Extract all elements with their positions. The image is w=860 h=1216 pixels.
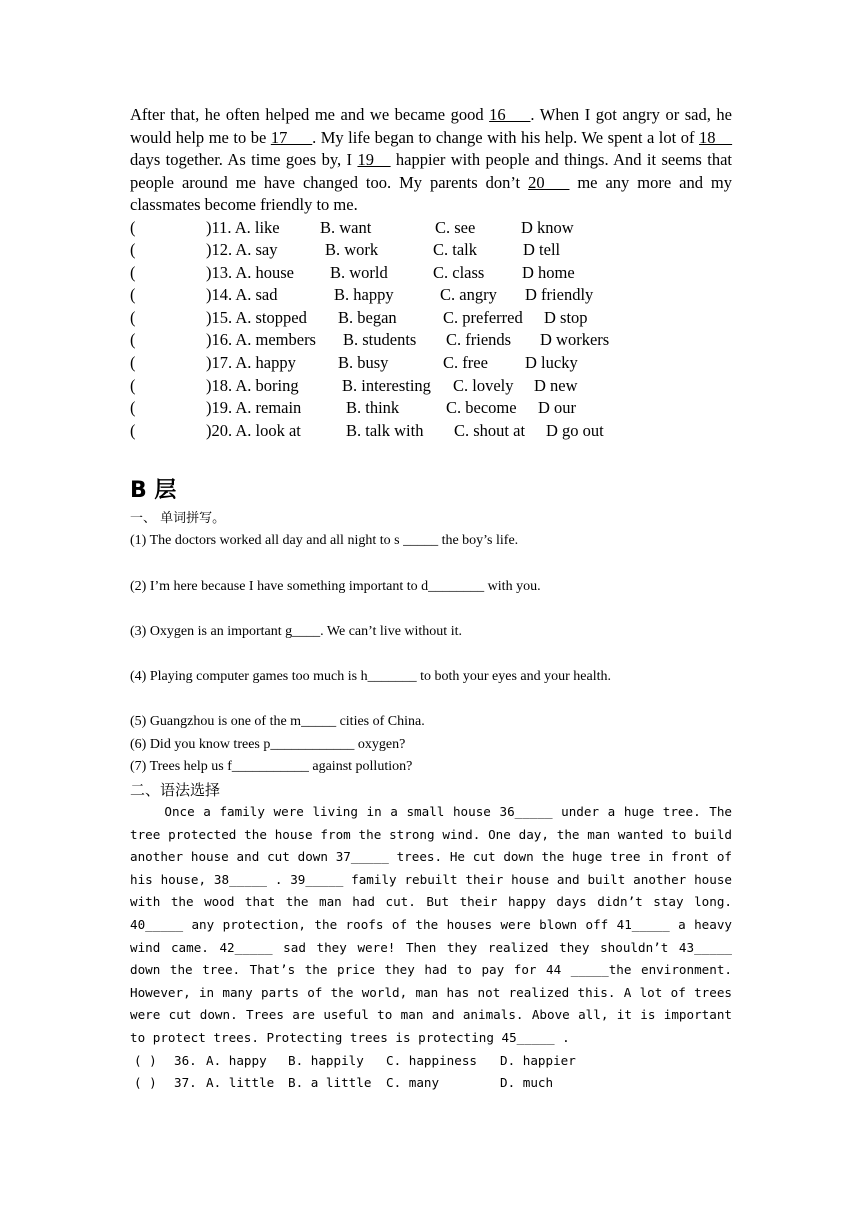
blank-18: 18__	[699, 127, 732, 147]
option-b: B. interesting	[342, 375, 431, 395]
option-row-37	[130, 1072, 732, 1095]
answer-bracket: ( )	[134, 1075, 157, 1091]
spacer	[130, 442, 732, 476]
question-number: 37.	[174, 1075, 197, 1091]
passage-text: me any more and my classmates become friendly to me.	[130, 172, 732, 214]
option-d: D new	[534, 375, 578, 395]
option-c: C. happiness	[386, 1052, 477, 1068]
passage-text: . When I got angry or sad, he would help me to be	[130, 105, 732, 147]
option-row-16	[130, 329, 732, 352]
option-d: D stop	[544, 307, 588, 327]
passage-text: . My life began to change with his help. We spent a lot of	[312, 127, 699, 147]
option-b: B. busy	[338, 353, 389, 373]
option-d: D home	[522, 262, 575, 282]
option-b: B. students	[343, 330, 417, 350]
option-b: B. world	[330, 262, 388, 282]
option-d: D. much	[500, 1075, 554, 1091]
option-row-36	[130, 1050, 732, 1073]
option-c: C. friends	[446, 330, 512, 350]
option-b: B. happy	[334, 285, 394, 305]
question-number: 36.	[174, 1052, 197, 1068]
spelling-item-4: (4) Playing computer games too much is h_______ to both your eyes and your health.	[130, 669, 611, 684]
spelling-item-7: (7) Trees help us f___________ against pollution?	[130, 759, 413, 775]
option-c: C. talk	[433, 240, 477, 260]
option-a: )18. A. boring	[206, 375, 299, 395]
option-row-18	[130, 375, 732, 398]
option-c: C. angry	[440, 285, 497, 305]
blank-17: 17___	[270, 127, 313, 147]
option-d: D lucky	[525, 353, 578, 373]
blank-16: 16___	[489, 105, 531, 124]
answer-bracket: (	[130, 375, 136, 395]
option-c: C. become	[446, 398, 517, 418]
option-a: )20. A. look at	[206, 420, 301, 440]
answer-bracket: (	[130, 420, 136, 440]
option-b: B. talk with	[346, 420, 424, 440]
answer-bracket: (	[130, 398, 136, 418]
option-d: D tell	[523, 240, 561, 260]
options-list-a	[130, 217, 732, 443]
option-c: C. shout at	[454, 420, 526, 440]
option-a: )14. A. sad	[206, 285, 278, 305]
option-d: D workers	[540, 330, 610, 350]
answer-bracket: (	[130, 307, 136, 327]
option-row-12	[130, 239, 732, 262]
blank-19: 19__	[357, 150, 391, 169]
option-b: B. happily	[288, 1052, 364, 1068]
option-d: D go out	[546, 420, 604, 440]
options-list-b	[130, 1050, 732, 1095]
option-a: )19. A. remain	[206, 398, 302, 418]
spelling-item-6: (6) Did you know trees p____________ oxygen?	[130, 736, 406, 752]
option-row-17	[130, 352, 732, 375]
answer-bracket: (	[130, 285, 136, 305]
answer-bracket: (	[130, 240, 136, 260]
part1-title: 一、 单词拼写。	[130, 511, 226, 527]
option-b: B. a little	[288, 1075, 372, 1091]
option-c: C. preferred	[443, 307, 523, 327]
option-d: D know	[521, 217, 574, 237]
option-a: )11. A. like	[206, 217, 280, 237]
answer-bracket: (	[130, 262, 136, 282]
option-c: C. lovely	[453, 375, 514, 395]
option-c: C. free	[443, 353, 488, 373]
option-row-19	[130, 397, 732, 420]
passage-text: After that, he often helped me and we became good	[130, 105, 490, 124]
option-d: D our	[538, 398, 577, 418]
option-row-15	[130, 307, 732, 330]
spelling-item-2: (2) I’m here because I have something important to d________ with you.	[130, 578, 541, 594]
option-a: )13. A. house	[206, 262, 294, 282]
option-row-13	[130, 262, 732, 285]
option-b: B. began	[338, 307, 397, 327]
option-c: C. many	[386, 1075, 440, 1091]
option-a: )17. A. happy	[206, 353, 296, 373]
spelling-item-1: (1) The doctors worked all day and all night to s _____ the boy’s life.	[130, 533, 519, 549]
answer-bracket: (	[130, 330, 136, 350]
option-a: )16. A. members	[206, 330, 316, 350]
option-a: A. little	[206, 1075, 275, 1091]
section-b-heading: B 层	[130, 478, 177, 504]
option-b: B. work	[325, 240, 379, 260]
option-row-14	[130, 284, 732, 307]
answer-bracket: ( )	[134, 1052, 157, 1068]
answer-bracket: (	[130, 353, 136, 373]
option-a: )15. A. stopped	[206, 307, 307, 327]
option-d: D. happier	[500, 1052, 576, 1068]
document-page	[130, 104, 732, 1095]
option-c: C. class	[433, 262, 485, 282]
option-c: C. see	[435, 217, 476, 237]
passage-text: happier with people and things. And it seems that people around me have changed too. My parents don’t	[130, 150, 732, 192]
option-b: B. want	[320, 217, 372, 237]
spelling-list	[130, 530, 732, 779]
part2-title: 二、语法选择	[130, 780, 221, 799]
option-row-11	[130, 217, 732, 240]
option-b: B. think	[346, 398, 400, 418]
passage-text: days together. As time goes by, I	[130, 150, 358, 169]
option-a: A. happy	[206, 1052, 267, 1068]
option-d: D friendly	[525, 285, 594, 305]
blank-20: 20___	[528, 172, 570, 192]
option-a: )12. A. say	[206, 240, 278, 260]
grammar-passage: Once a family were living in a small house 36_____ under a huge tree. The tree protected the house from the strong wind. One day, the man wanted to build another house and cut down 37_____ trees. He cut down the huge tree in front of his house, 38_____ . 39_____ family rebuilt their house and built another house with the wood that the man had cut. But their happy days didn’t stay long. 40_____ any protection, the roofs of the houses were blown off 41_____ a heavy wind came. 42_____ sad they were! Then they realized they shouldn’t 43_____ down the tree. That’s the price they had to pay for 44 _____the environment. However, in many parts of the world, man has not realized this. A lot of trees were cut down. Trees are useful to man and animals. Above all, it is important to protect trees. Protecting trees is protecting 45_____ .	[130, 803, 732, 1045]
spelling-item-5: (5) Guangzhou is one of the m_____ cities of China.	[130, 714, 425, 730]
spelling-item-3: (3) Oxygen is an important g____. We can’t live without it.	[130, 623, 462, 639]
passage-a	[130, 104, 732, 217]
option-row-20	[130, 420, 732, 443]
answer-bracket: (	[130, 217, 136, 237]
